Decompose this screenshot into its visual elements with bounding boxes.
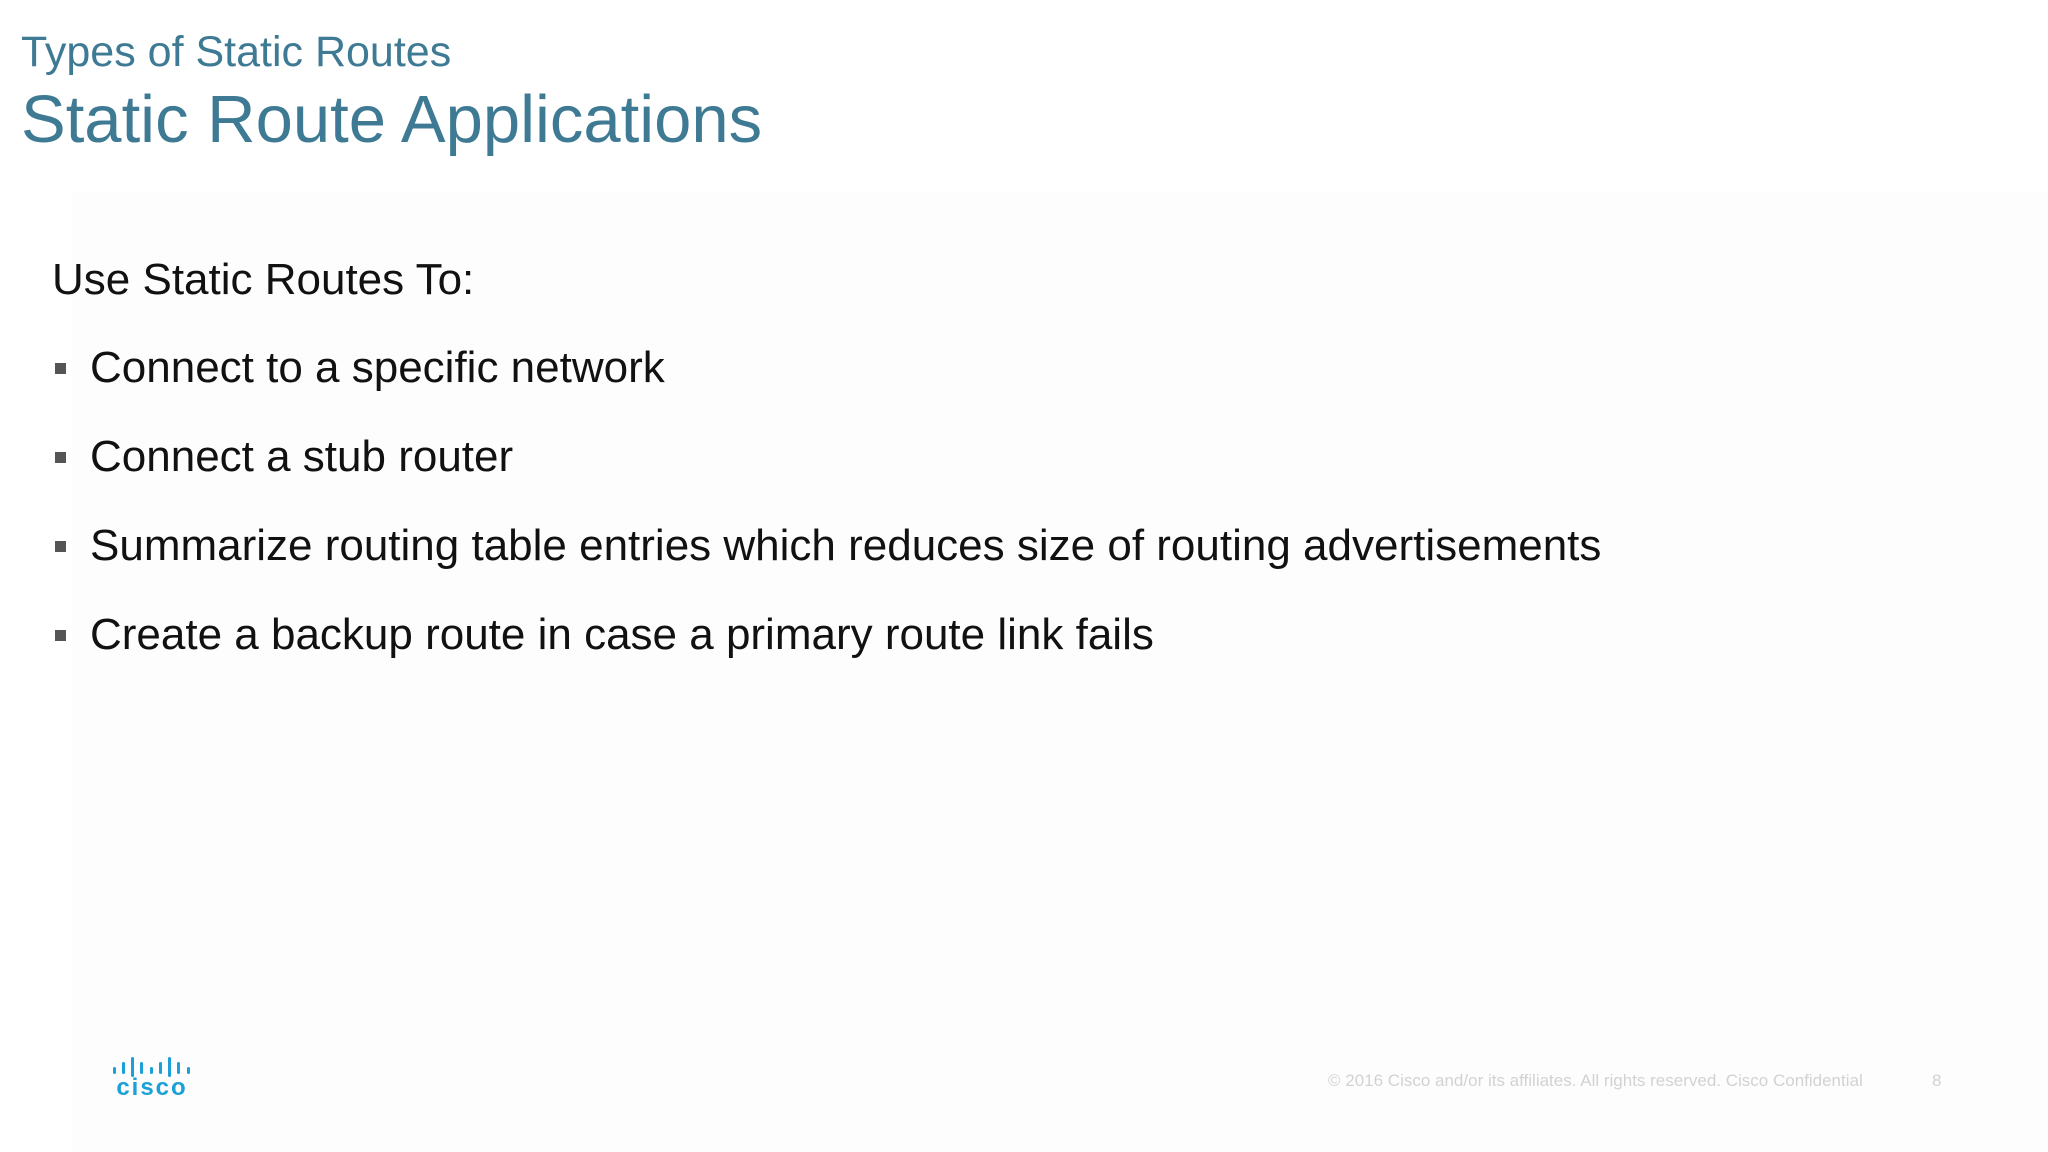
slide-body <box>52 252 1601 696</box>
bullet-text: Summarize routing table entries which reduces size of routing advertisements <box>90 521 1602 570</box>
bullet-text: Connect a stub router <box>90 432 514 481</box>
cisco-logo <box>112 1055 192 1100</box>
square-bullet-icon <box>55 452 66 463</box>
bullet-item <box>52 607 1601 663</box>
bullet-text: Create a backup route in case a primary route link fails <box>90 610 1154 659</box>
lead-text: Use Static Routes To: <box>52 255 475 304</box>
bullet-item <box>52 340 1601 396</box>
square-bullet-icon <box>55 363 66 374</box>
slide-title: Static Route Applications <box>21 82 763 157</box>
bullet-text: Connect to a specific network <box>90 343 665 392</box>
slide-header <box>21 26 762 160</box>
copyright-notice: © 2016 Cisco and/or its affiliates. All rights reserved. Cisco Confidential <box>1328 1071 1863 1090</box>
square-bullet-icon <box>55 541 66 552</box>
bullet-list <box>52 340 1601 663</box>
square-bullet-icon <box>55 630 66 641</box>
bullet-item <box>52 518 1601 574</box>
slide-subtitle: Types of Static Routes <box>21 28 452 76</box>
bullet-item <box>52 429 1601 485</box>
cisco-logo-wordmark: cisco <box>116 1074 188 1101</box>
page-number: 8 <box>1932 1071 1942 1090</box>
